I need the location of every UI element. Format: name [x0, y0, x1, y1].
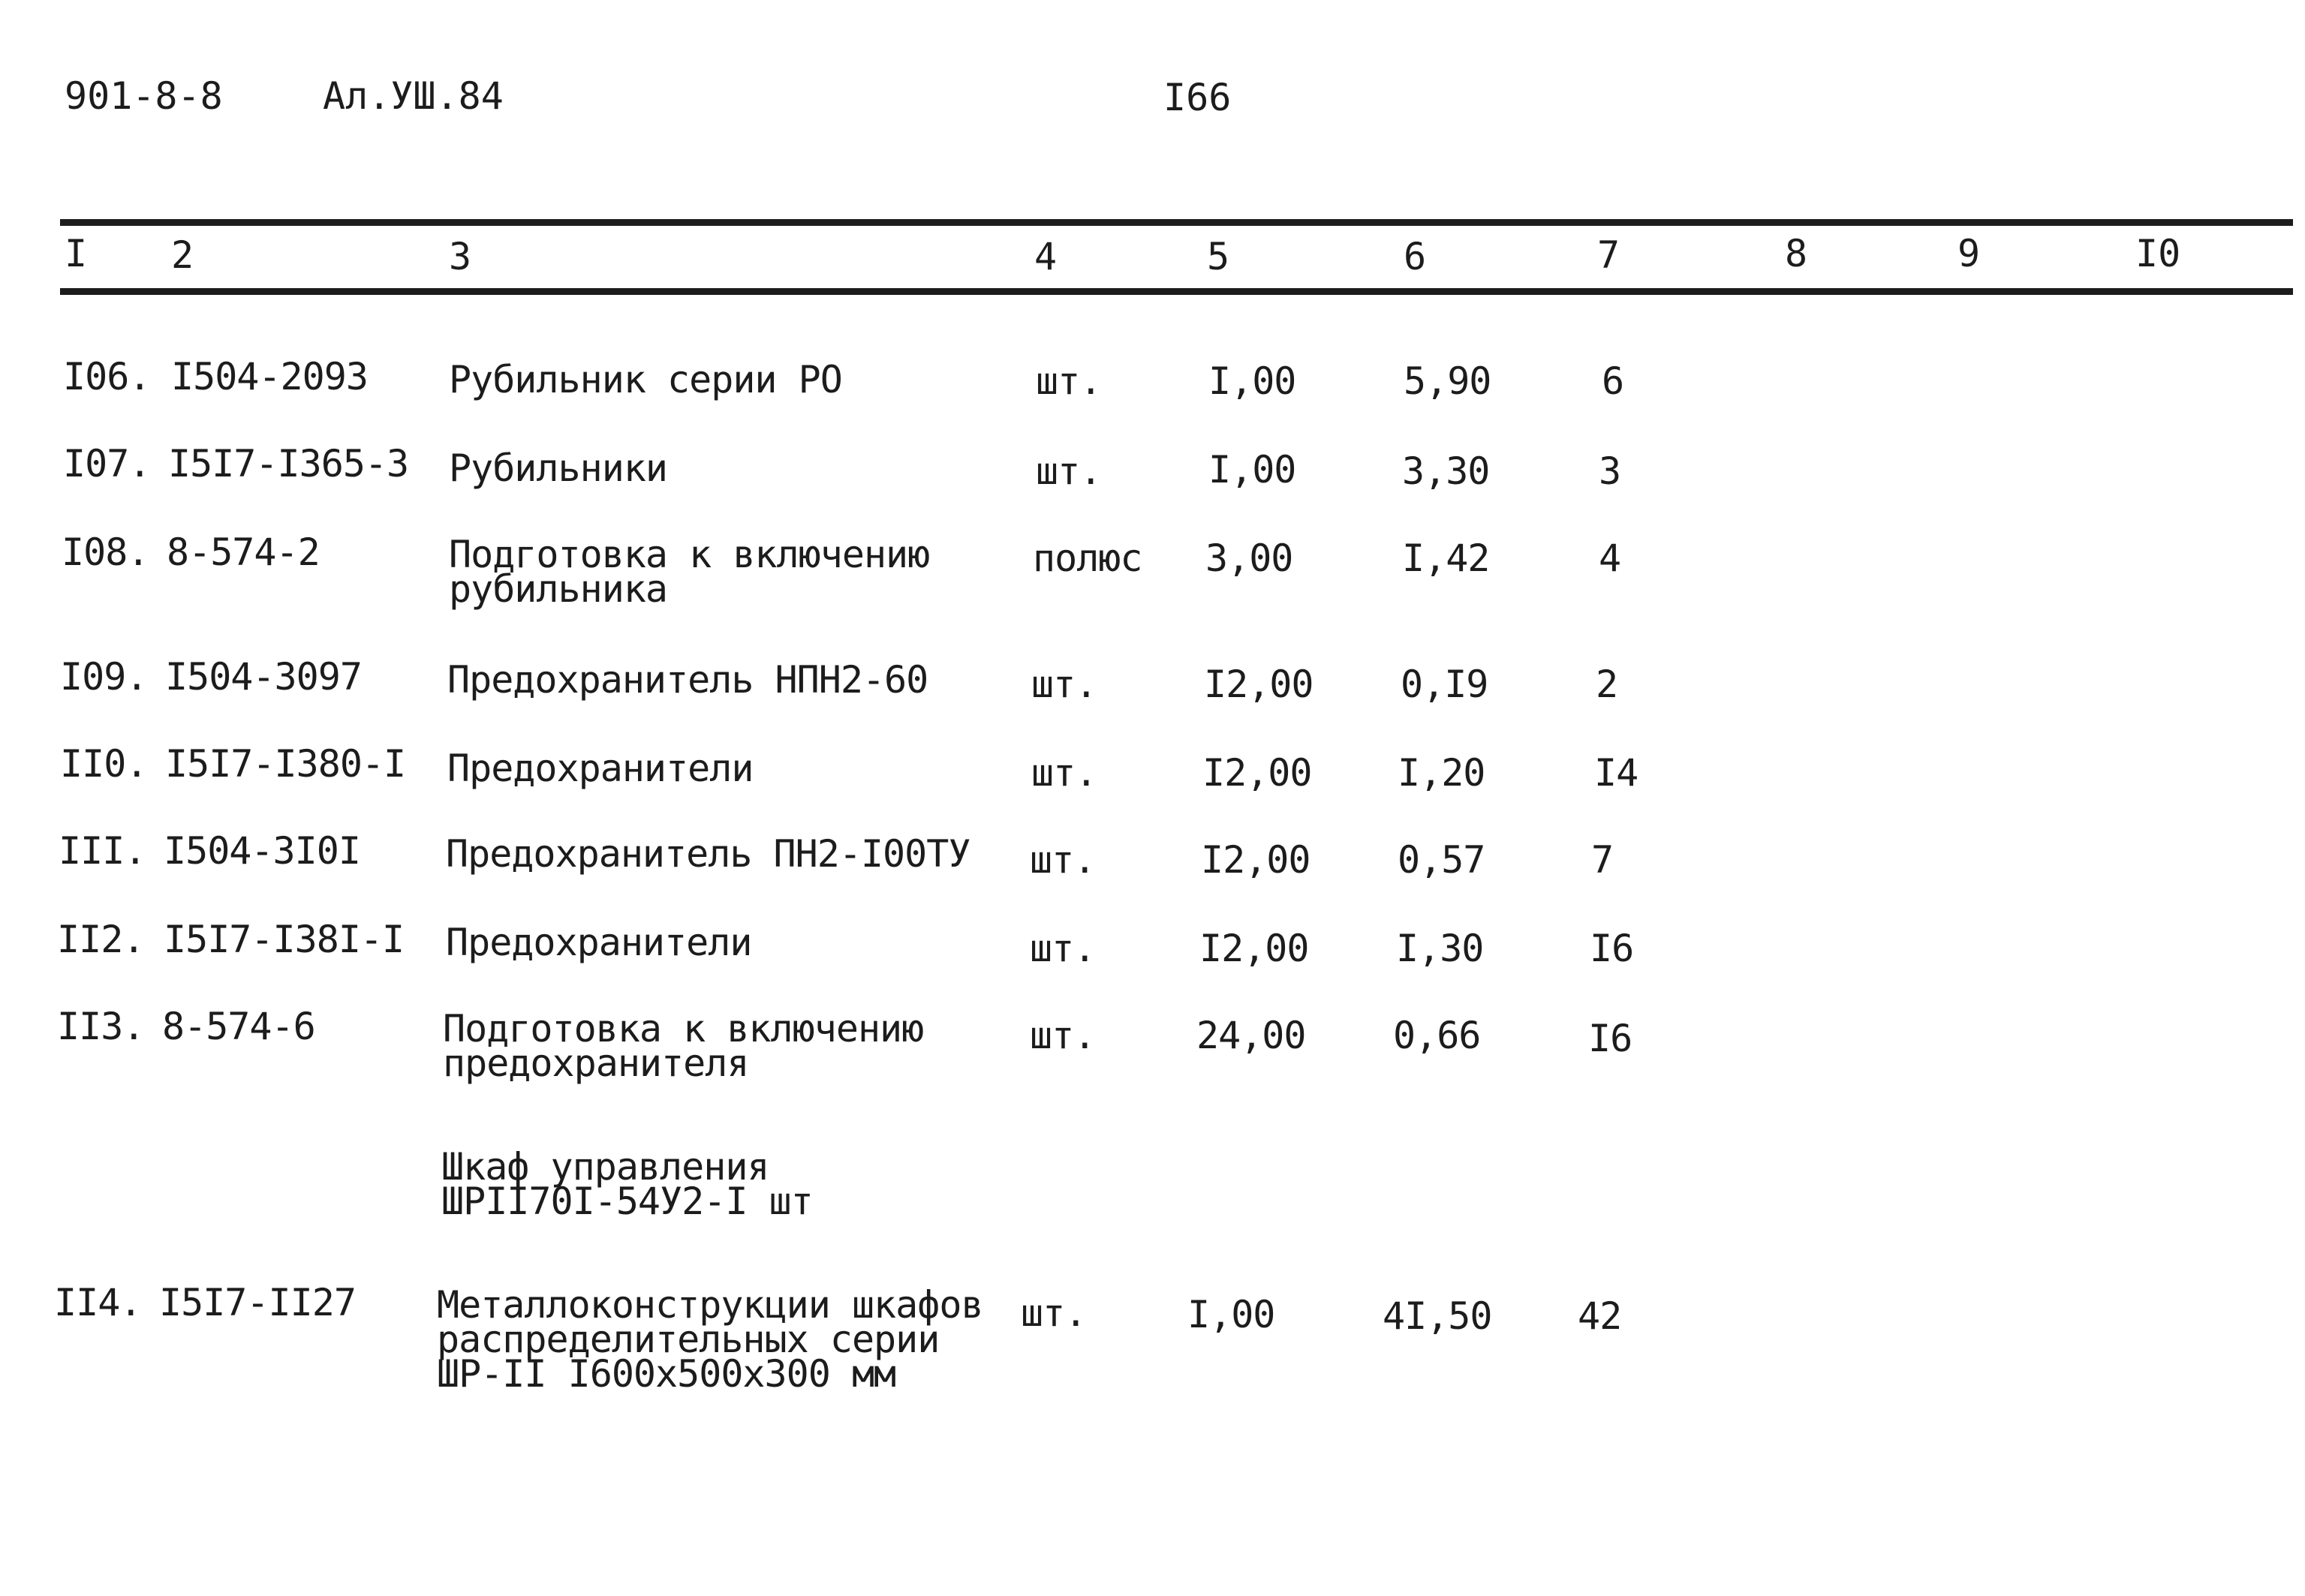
- column-header-4: 4: [1034, 235, 1058, 278]
- row-price: 4I,50: [1383, 1294, 1492, 1338]
- row-quantity: I,00: [1208, 448, 1296, 491]
- row-code: I5I7-I38I-I: [164, 918, 405, 961]
- row-quantity: I,00: [1187, 1293, 1275, 1336]
- row-total: 6: [1602, 359, 1624, 403]
- column-header-3: 3: [449, 235, 472, 278]
- section-title: Шкаф управления ШРII70I-54У2-I шт: [441, 1145, 813, 1223]
- row-price: I,20: [1398, 751, 1485, 795]
- row-name: Предохранитель НПН2-60: [447, 658, 928, 702]
- row-quantity: 3,00: [1205, 537, 1293, 580]
- column-header-8: 8: [1785, 232, 1808, 275]
- row-number: II2.: [57, 918, 145, 961]
- row-price: I,42: [1402, 537, 1490, 580]
- row-name: Подготовка к включению рубильника: [449, 533, 930, 611]
- row-code: I504-3097: [165, 655, 362, 699]
- row-name: Подготовка к включению предохранителя: [443, 1007, 924, 1085]
- column-header-1: I: [65, 232, 88, 275]
- row-unit: шт.: [1031, 751, 1097, 795]
- row-price: 0,57: [1398, 838, 1485, 882]
- row-name: Предохранители: [447, 747, 754, 790]
- row-unit: шт.: [1030, 1014, 1096, 1057]
- row-total: 4: [1599, 537, 1621, 580]
- row-name: Предохранители: [446, 921, 752, 964]
- row-total: 42: [1578, 1294, 1622, 1338]
- row-total: I6: [1588, 1017, 1632, 1060]
- row-unit: полюс: [1033, 537, 1142, 580]
- column-header-10: I0: [2135, 232, 2181, 275]
- row-unit: шт.: [1021, 1291, 1087, 1335]
- album-number: Ал.УШ.84: [323, 74, 504, 118]
- table-top-rule: [60, 219, 2293, 226]
- row-number: II4.: [54, 1281, 142, 1324]
- row-number: III.: [59, 829, 146, 873]
- row-quantity: I2,00: [1202, 751, 1312, 795]
- row-number: I08.: [62, 530, 149, 574]
- row-name: Рубильник серии РО: [449, 358, 842, 401]
- column-header-9: 9: [1957, 232, 1981, 275]
- row-name: Рубильники: [449, 446, 668, 490]
- row-code: 8-574-6: [162, 1005, 315, 1048]
- row-price: 3,30: [1402, 449, 1490, 493]
- row-unit: шт.: [1031, 663, 1097, 706]
- row-code: 8-574-2: [167, 530, 320, 574]
- row-price: 5,90: [1404, 359, 1491, 403]
- row-name: Металлоконструкции шкафов распределительных серии ШР-II I600х500х300 мм: [437, 1283, 983, 1396]
- row-unit: шт.: [1036, 449, 1102, 493]
- row-code: I504-3I0I: [164, 829, 360, 873]
- row-total: I4: [1594, 751, 1638, 795]
- row-quantity: 24,00: [1196, 1014, 1306, 1057]
- column-header-2: 2: [171, 233, 194, 277]
- row-name: Предохранитель ПН2-I00ТУ: [446, 832, 970, 876]
- page-number: I66: [1163, 76, 1232, 119]
- row-unit: шт.: [1030, 927, 1096, 970]
- row-total: 2: [1596, 663, 1618, 706]
- row-price: I,30: [1396, 927, 1484, 970]
- row-code: I5I7-I365-3: [168, 442, 409, 485]
- row-unit: шт.: [1030, 838, 1096, 882]
- column-header-6: 6: [1404, 235, 1427, 278]
- row-number: II3.: [57, 1005, 145, 1048]
- row-unit: шт.: [1036, 359, 1102, 403]
- row-price: 0,I9: [1401, 663, 1488, 706]
- table-header-bottom-rule: [60, 288, 2293, 295]
- column-header-7: 7: [1597, 233, 1620, 277]
- row-code: I504-2093: [171, 355, 368, 398]
- row-number: I09.: [60, 655, 148, 699]
- row-quantity: I2,00: [1204, 663, 1313, 706]
- row-total: 7: [1591, 838, 1614, 882]
- row-number: I07.: [63, 442, 151, 485]
- row-number: I06.: [63, 355, 151, 398]
- row-total: I6: [1590, 927, 1634, 970]
- row-code: I5I7-I380-I: [165, 742, 406, 786]
- column-header-5: 5: [1207, 235, 1230, 278]
- row-quantity: I,00: [1208, 359, 1296, 403]
- row-number: II0.: [60, 742, 148, 786]
- row-quantity: I2,00: [1201, 838, 1310, 882]
- row-total: 3: [1599, 449, 1621, 493]
- row-code: I5I7-II27: [159, 1281, 356, 1324]
- row-quantity: I2,00: [1199, 927, 1309, 970]
- doc-code: 901-8-8: [65, 74, 223, 118]
- row-price: 0,66: [1393, 1014, 1481, 1057]
